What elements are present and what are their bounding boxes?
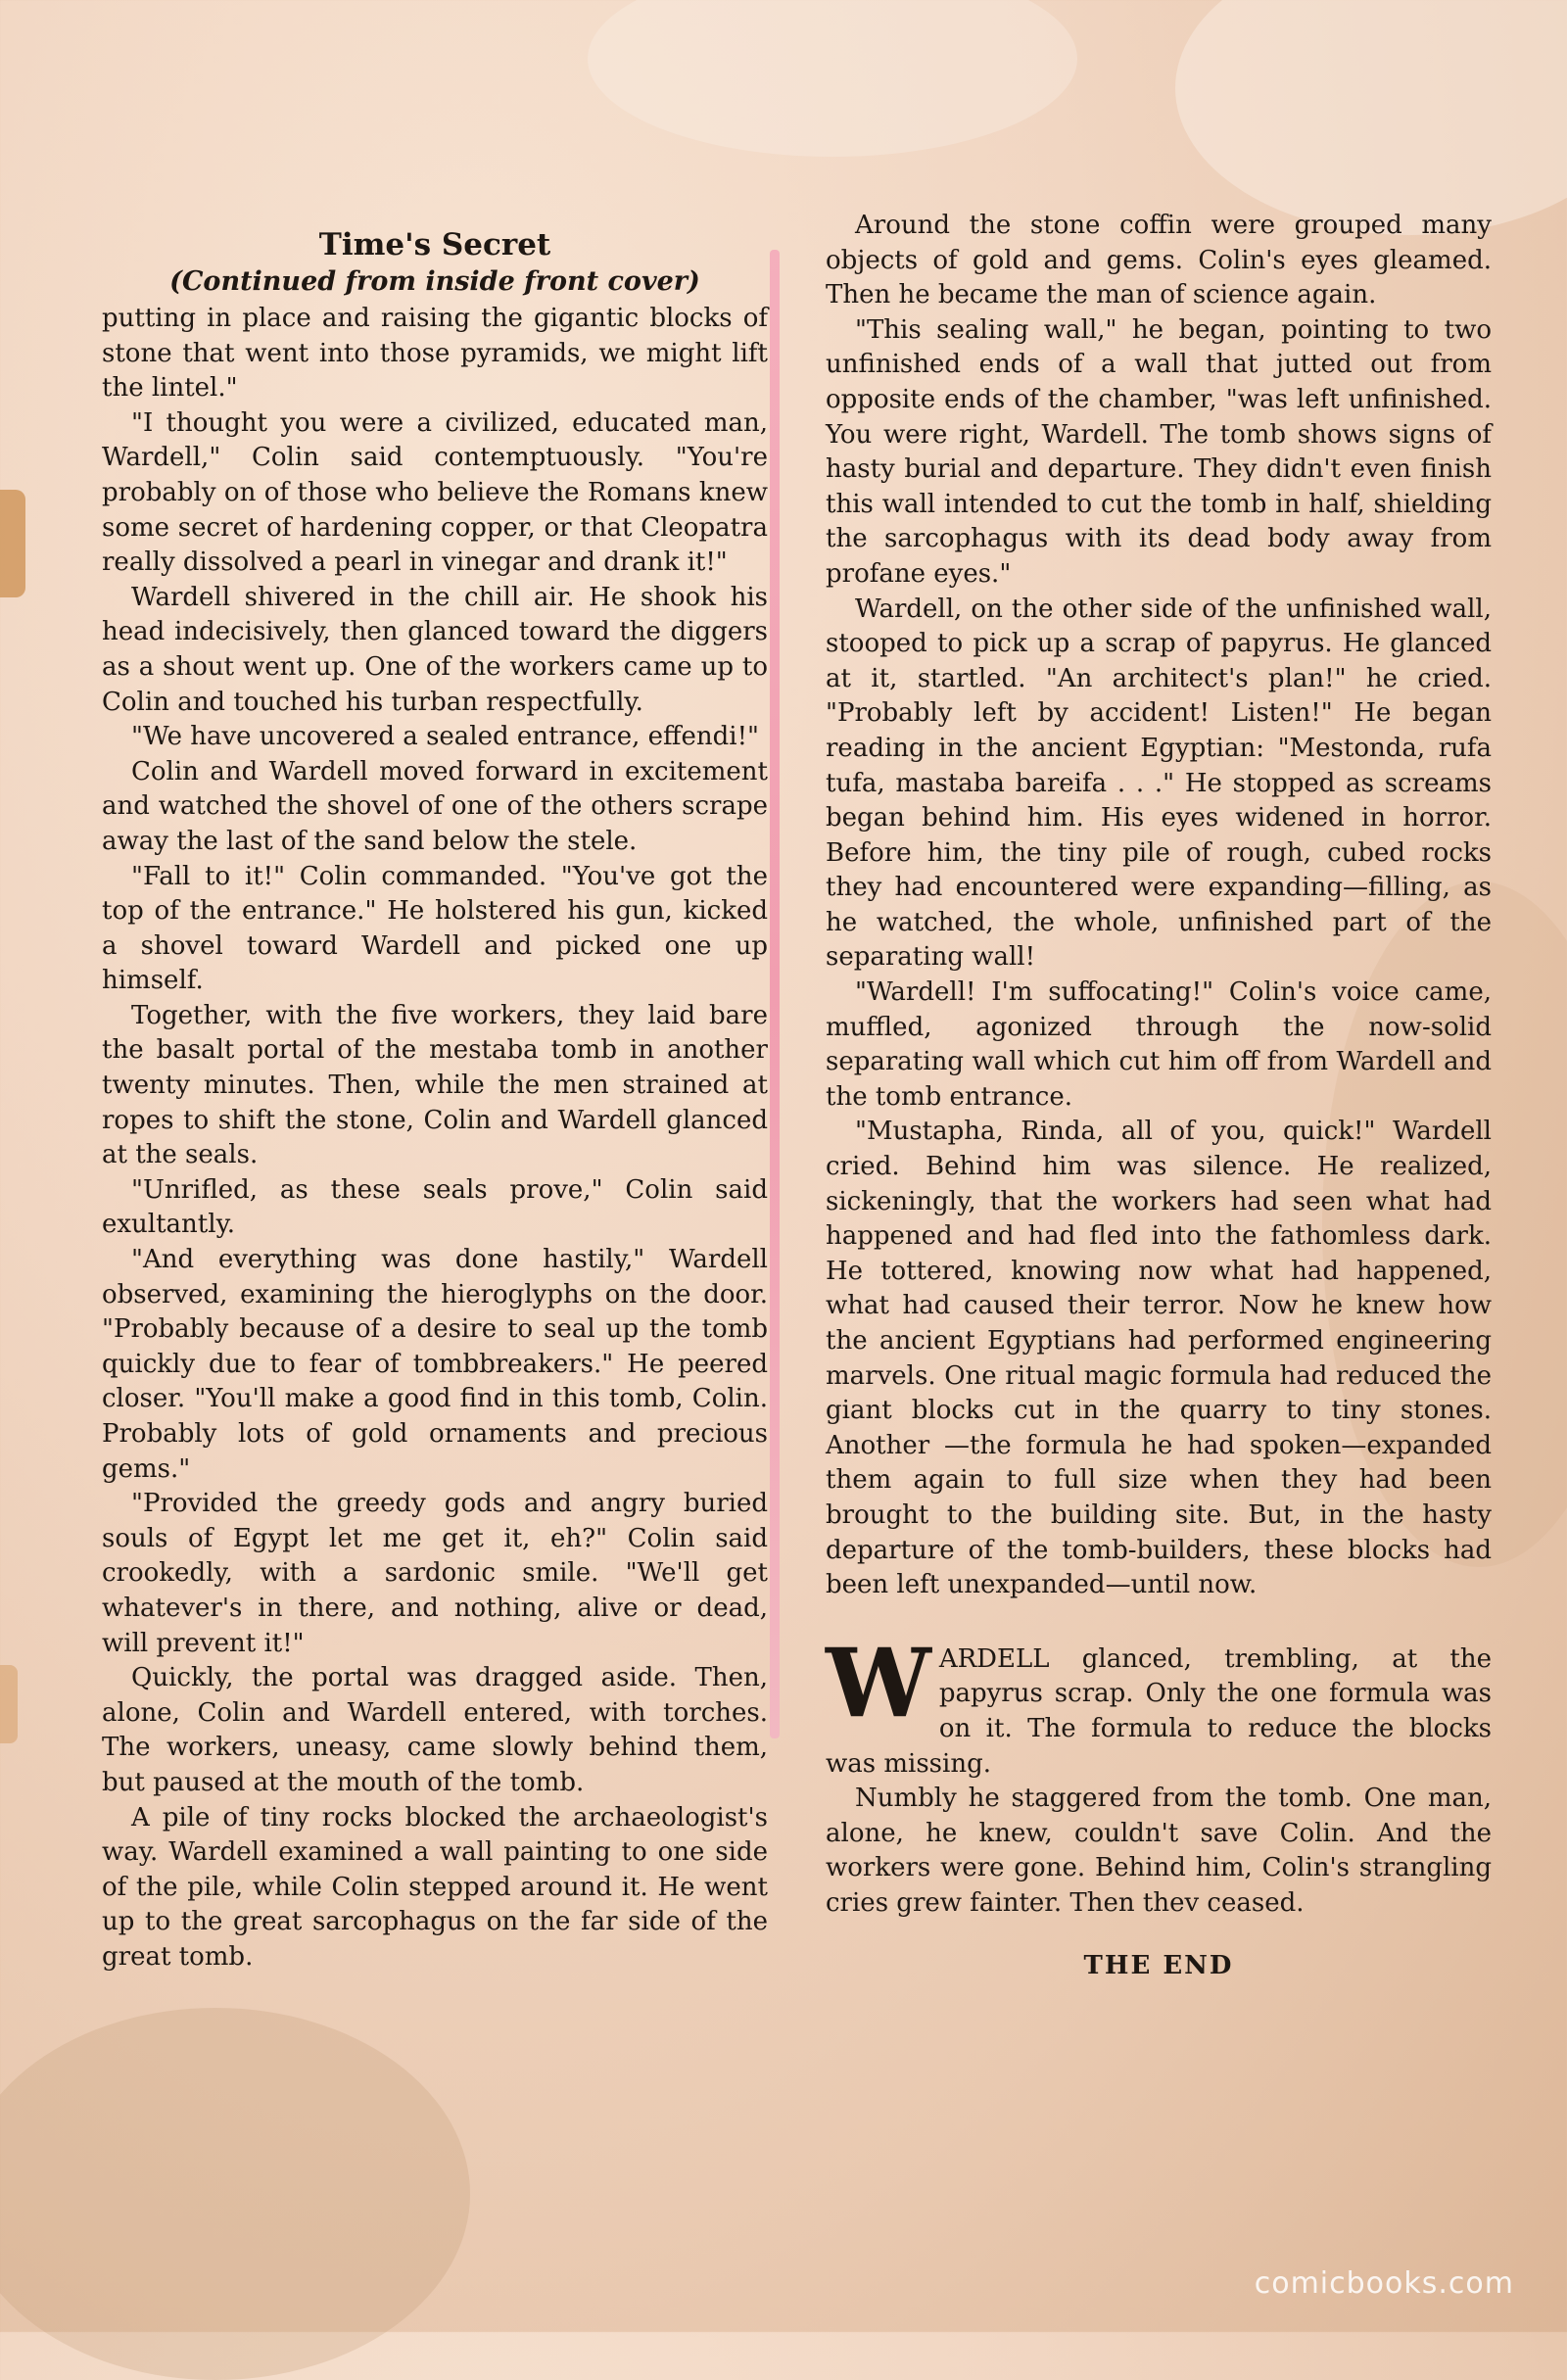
paper-stain: [1175, 0, 1567, 235]
paragraph: Together, with the five workers, they laid bare the basalt portal of the mestaba tomb in another twenty minutes. Then, while the men strained at ropes to shift the stone, Colin and Wardell glanced at the seals.: [102, 1000, 768, 1170]
paper-stain: [0, 2008, 470, 2380]
right-column: [826, 209, 1492, 1983]
paragraph: putting in place and raising the gigantic blocks of stone that went into those pyramids, we might lift the lintel.": [102, 304, 768, 404]
left-column: [102, 225, 768, 1975]
paper-stain: [588, 0, 1077, 157]
paragraph: "Provided the greedy gods and angry buried souls of Egypt let me get it, eh?" Colin said crookedly, with a sardonic smile. "We'll get whatever's in there, and nothing, alive or dead, will prevent it!": [102, 1489, 768, 1658]
watermark: comicbooks.com: [1254, 2266, 1514, 2301]
paragraph: "Unrifled, as these seals prove," Colin said exultantly.: [102, 1174, 768, 1240]
paragraph: "We have uncovered a sealed entrance, effendi!": [131, 722, 759, 752]
the-end-label: THE END: [1083, 1950, 1234, 1980]
dropcap-letter: W: [826, 1627, 931, 1738]
paragraph: "This sealing wall," he began, pointing to two unfinished ends of a wall that jutted out from opposite ends of the chamber, "was left unfinished. You were right, Wardell. The tomb shows signs of hasty burial and departure. They didn't even finish this wall intended to cut the tomb in half, shielding the sarcophagus with its dead body away from profane eyes.": [826, 314, 1492, 589]
paragraph: Wardell shivered in the chill air. He shook his head indecisively, then glanced toward the diggers as a shout went up. One of the workers came up to Colin and touched his turban respectfully.: [102, 582, 768, 717]
story-subtitle: (Continued from inside front cover): [169, 266, 700, 297]
paragraph: Quickly, the portal was dragged aside. Then, alone, Colin and Wardell entered, with torches. The workers, uneasy, came slowly behind them, but paused at the mouth of the tomb.: [102, 1663, 768, 1797]
paragraph: Colin and Wardell moved forward in excitement and watched the shovel of one of the others scrape away the last of the sand below the stele.: [102, 756, 768, 856]
paragraph: Wardell, on the other side of the unfinished wall, stooped to pick up a scrap of papyrus. He glanced at it, startled. "An architect's plan!" he cried. "Probably left by accident! Listen!" He began reading in the ancient Egyptian: "Mestonda, rufa tufa, mastaba bareifa . . ." He stopped as screams began behind him. His eyes widened in horror. Before him, the tiny pile of rough, cubed rocks they had encountered were expanding—filling, as he watched, the whole, unfinished part of the separating wall!: [826, 594, 1492, 973]
paragraph: "I thought you were a civilized, educated man, Wardell," Colin said contemptuously. "You're probably on of those who believe the Romans knew some secret of hardening copper, or that Cleopatra really dissolved a pearl in vinegar and drank it!": [102, 407, 768, 578]
paragraph: "Mustapha, Rinda, all of you, quick!" Wardell cried. Behind him was silence. He realized, sickeningly, that the workers had seen what had happened and had fled into the fathomless dark. He tottered, knowing now what had happened, what had caused their terror. Now he knew how the ancient Egyptians had performed engineering marvels. One ritual magic formula had reduced the giant blocks cut in the quarry to tiny stones. Another —the formula he had spoken—expanded them again to full size when they had been brought to the building site. But, in the hasty departure of the tomb-builders, these blocks had been left unexpanded—until now.: [826, 1117, 1492, 1600]
paragraph: "Fall to it!" Colin commanded. "You've got the top of the entrance." He holstered his gun, kicked a shovel toward Wardell and picked one up himself.: [102, 861, 768, 996]
page-edge-damage: [0, 1665, 18, 1743]
page-edge-damage: [0, 490, 25, 597]
column-divider: [770, 250, 780, 1738]
dropcap-paragraph: [826, 1627, 1492, 1782]
dropcap-text: ARDELL glanced, trembling, at the papyrus scrap. Only the one formula was on it. The formula to reduce the blocks was missing.: [826, 1643, 1492, 1779]
story-title: Time's Secret: [318, 227, 551, 262]
paragraph: "Wardell! I'm suffocating!" Colin's voice came, muffled, agonized through the now-solid separating wall which cut him off from Wardell and the tomb entrance.: [826, 977, 1492, 1112]
paragraph: "And everything was done hastily," Wardell observed, examining the hieroglyphs on the door. "Probably because of a desire to seal up the tomb quickly due to fear of tombbreakers." He peered closer. "You'll make a good find in this tomb, Colin. Probably lots of gold ornaments and precious gems.": [102, 1245, 768, 1484]
paragraph: Around the stone coffin were grouped many objects of gold and gems. Colin's eyes gleamed. Then he became the man of science again.: [826, 211, 1492, 310]
paragraph: Numbly he staggered from the tomb. One man, alone, he knew, couldn't save Colin. And the workers were gone. Behind him, Colin's strangling cries grew fainter. Then thev ceased.: [826, 1784, 1492, 1918]
paragraph: A pile of tiny rocks blocked the archaeologist's way. Wardell examined a wall painting to one side of the pile, while Colin stepped around it. He went up to the great sarcophagus on the far side of the great tomb.: [102, 1802, 768, 1972]
